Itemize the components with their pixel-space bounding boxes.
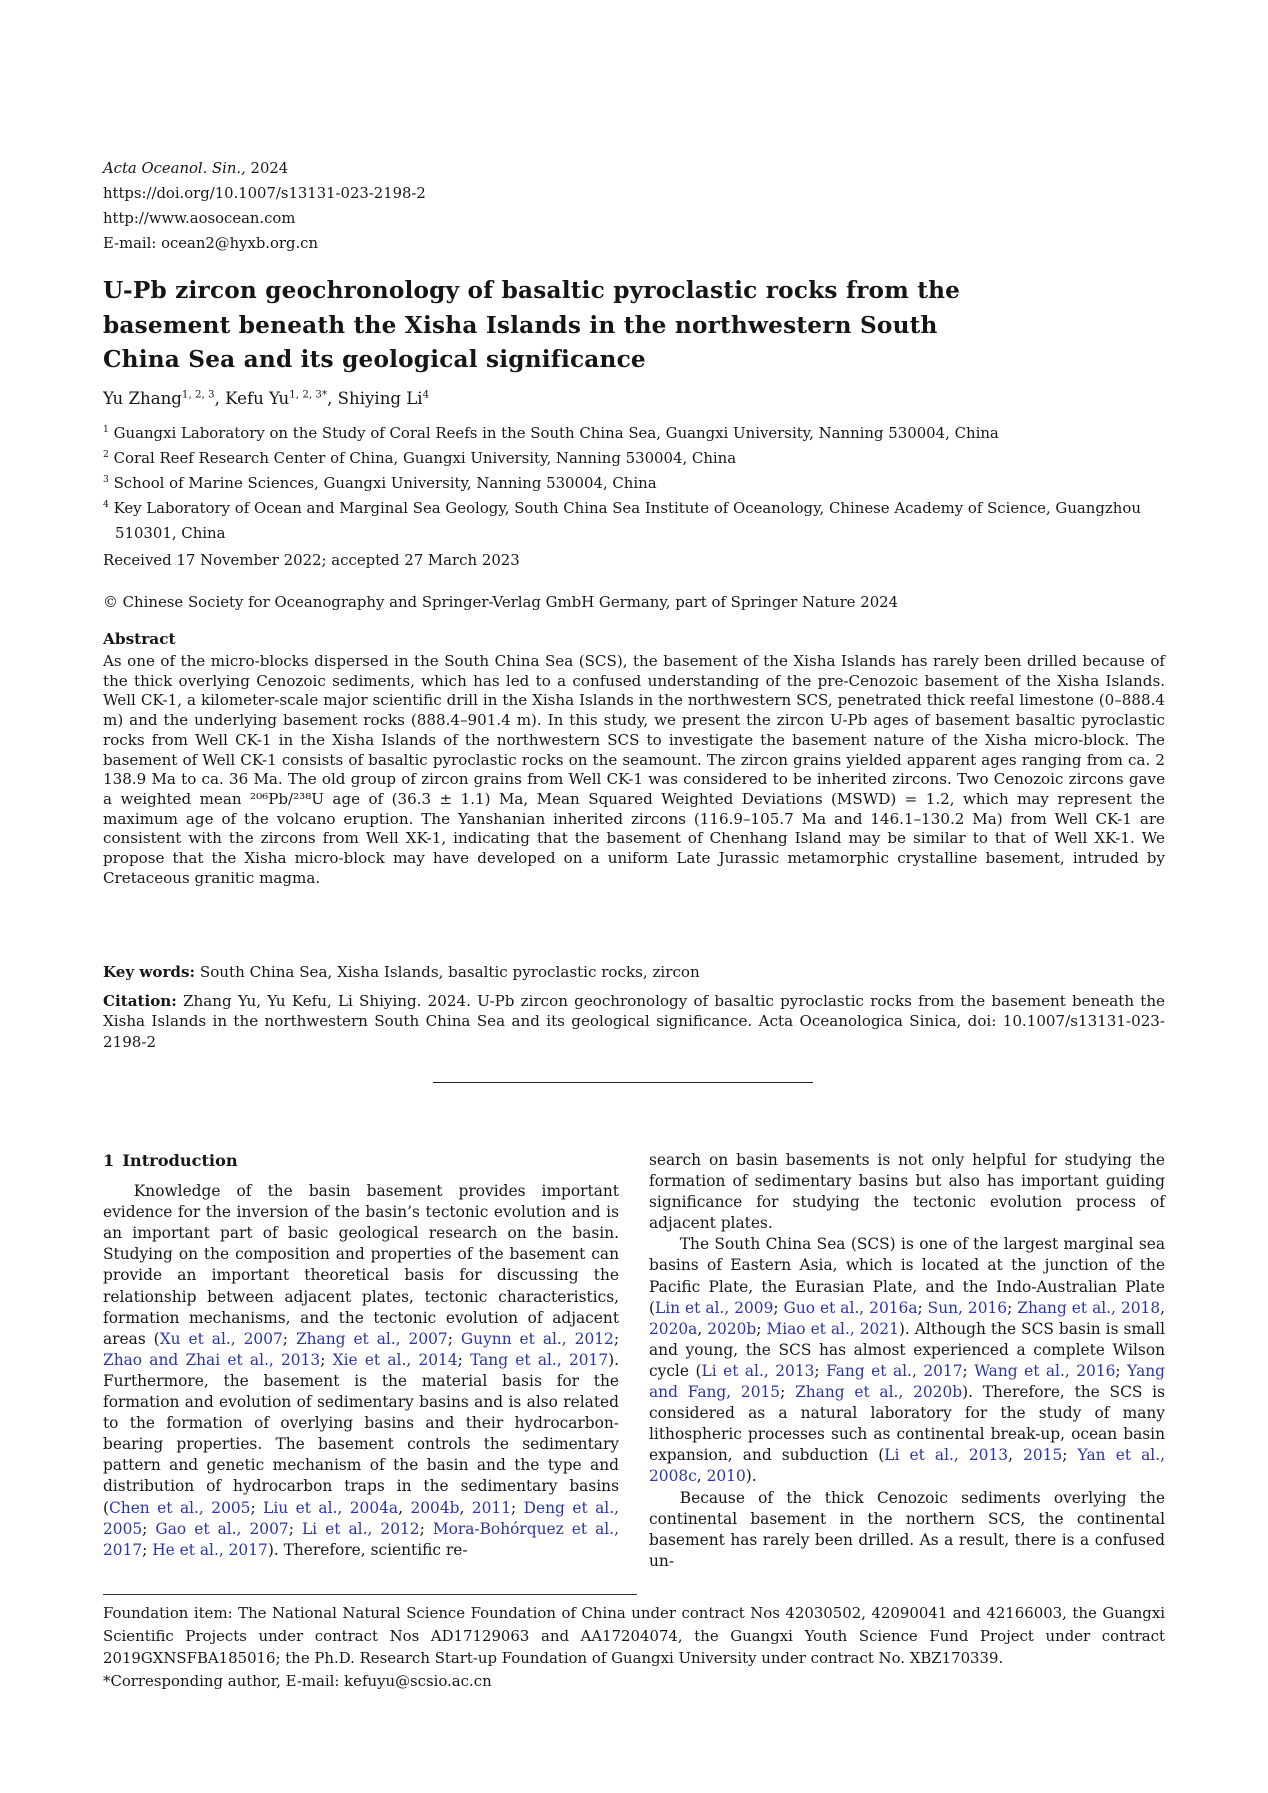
text-run: , [1008,1446,1024,1465]
citation-link[interactable]: Lin et al., 2009 [655,1298,774,1317]
author-3-name: Shiying Li [337,389,423,408]
footnote-rule [103,1594,637,1595]
text-run: ; [1115,1361,1128,1380]
text-run: , [1160,1298,1166,1317]
author-3 [338,389,430,408]
author-1 [103,389,225,408]
affiliation-list [103,421,1165,546]
text-run: ; [142,1519,156,1538]
text-run: ; [282,1329,296,1348]
text-run: , [696,1467,707,1486]
citation-link[interactable]: Guo et al., 2016a [783,1298,918,1317]
citation-link[interactable]: Xie et al., 2014 [332,1350,458,1369]
citation-link[interactable]: Yan et al., 2008c [649,1446,1165,1486]
citation-link[interactable]: Li et al., 2013 [884,1446,1009,1465]
citation-link[interactable]: Gao et al., 2007 [155,1519,289,1538]
text-run: ; [780,1383,796,1402]
article-title-line-2: basement beneath the Xisha Islands in the northwestern South [103,311,938,339]
author-separator: , [214,389,226,408]
abstract-text: As one of the micro-blocks dispersed in the South China Sea (SCS), the basement of the Xisha Islands has rarely been drilled because of the thick overlying Cenozoic sediments, which has led to a confused understanding of the pre-Cenozoic basement of the Xisha Islands. Well CK-1, a kilometer-scale major scientific drill in the Xisha Islands in the northwestern SCS, penetrated thick reefal limestone (0–888.4 m) and the underlying basement rocks (888.4–901.4 m). In this study, we present the zircon U-Pb ages of basement basaltic pyroclastic rocks from Well CK-1 in the Xisha Islands of the northwestern SCS to investigate the basement nature of the Xisha micro-block. The basement of Well CK-1 consists of basaltic pyroclastic rocks on the seamount. The zircon grains yielded apparent ages ranging from ca. 2 138.9 Ma to ca. 36 Ma. The old group of zircon grains from Well CK-1 was considered to be inherited zircons. Two Cenozoic zircons gave a weighted mean ²⁰⁶Pb/²³⁸U age of (36.3 ± 1.1) Ma, Mean Squared Weighted Deviations (MSWD) = 1.2, which may represent the maximum age of the volcano eruption. The Yanshanian inherited zircons (116.9–105.7 Ma and 146.1–130.2 Ma) from Well CK-1 are consistent with the zircons from Well XK-1, indicating that the basement of Chenhang Island may be similar to that of Well XK-1. We propose that the Xisha micro-block may have developed on a uniform Late Jurassic metamorphic crystalline basement, intruded by Cretaceous granitic magma. [103,652,1165,887]
body-column-left [103,1150,619,1561]
corresponding-author-line: *Corresponding author, E-mail: kefuyu@scsio.ac.cn [103,1671,492,1690]
text-run: , [697,1319,708,1338]
abstract-heading: Abstract [103,630,176,648]
affiliation-4-number: 4 [103,499,109,511]
author-1-name: Yu Zhang [103,389,182,408]
affiliation-3 [103,471,1165,496]
citation-link[interactable]: Zhao and Zhai et al., 2013 [103,1350,321,1369]
citation-link[interactable]: Yang and Fang, 2015 [649,1361,1166,1402]
author-1-affiliation-sup: 1, 2, 3 [181,388,215,401]
citation-link[interactable]: 2004b [410,1498,460,1517]
keywords-label: Key words: [103,963,196,981]
citation-link[interactable]: Miao et al., 2021 [766,1319,899,1338]
footnote-block [103,1602,1165,1692]
affiliation-1-number: 1 [103,424,109,436]
journal-url-link[interactable]: http://www.aosocean.com [103,210,296,227]
keywords-text: South China Sea, Xisha Islands, basaltic pyroclastic rocks, zircon [195,963,700,981]
intro-paragraph-3: Because of the thick Cenozoic sediments overlying the continental basement in the northern SCS, the continental basement has rarely been drilled. As a result, there is a confused un- [649,1488,1165,1570]
text-run: ). Therefore, the SCS is considered as a natural laboratory for the study of many lithospheric processes such as continental break-up, ocean basin expansion, and subduction ( [649,1383,1166,1465]
citation-link[interactable]: Li et al., 2012 [301,1519,420,1538]
citation-link[interactable]: Tang et al., 2017 [470,1350,609,1369]
affiliation-3-number: 3 [103,474,109,486]
abstract-section [103,630,1165,888]
author-2-affiliation-sup: 1, 2, 3* [289,388,328,401]
citation-link[interactable]: 2015 [1023,1446,1063,1465]
section-1-heading: 1 Introduction [103,1151,238,1170]
text-run: ; [917,1298,928,1317]
citation-link[interactable]: Xu et al., 2007 [159,1329,283,1348]
text-run: ; [773,1298,784,1317]
citation-link[interactable]: Chen et al., 2005 [109,1498,251,1517]
citation-link[interactable]: Zhang et al., 2018 [1017,1298,1161,1317]
author-list [103,389,1165,408]
text-run: Knowledge of the basin basement provides important evidence for the inversion of the basin’s tectonic evolution and is an important part of basic geological research on the basin. Studying on the composition and properties of the basement can provide an important theoretical basis for discussing the relationship between adjacent plates, tectonic characteristics, formation mechanisms, and the tectonic evolution of adjacent areas ( [103,1182,619,1348]
citation-label: Citation: [103,992,177,1010]
citation-link[interactable]: 2020b [707,1319,757,1338]
text-run: ; [511,1498,524,1517]
citation-link[interactable]: Zhang et al., 2020b [795,1383,963,1402]
copyright-line: © Chinese Society for Oceanography and Springer-Verlag GmbH Germany, part of Springer Nature 2024 [103,593,899,611]
citation-link[interactable]: 2010 [706,1467,746,1486]
affiliation-2 [103,446,1165,471]
text-run: ; [250,1498,264,1517]
journal-name-line [103,156,1165,181]
text-run: ; [1062,1446,1078,1465]
text-run: ). Therefore, scientific re- [267,1540,468,1559]
text-run: ). Furthermore, the basement is the material basis for the formation and evolution of sedimentary basins and is also related to the formation of overlying basins and their hydrocarbon-bearing properties. The basement controls the sedimentary pattern and genetic mechanism of the basin and the type and distribution of hydrocarbon traps in the sedimentary basins ( [103,1350,620,1517]
journal-name: Acta Oceanol. Sin., [103,160,246,177]
affiliation-1 [103,421,1165,446]
text-run: ; [756,1319,767,1338]
journal-email: E-mail: ocean2@hyxb.org.cn [103,235,318,252]
text-run: , [459,1498,472,1517]
text-run: , [398,1498,411,1517]
section-divider-rule [433,1082,813,1083]
journal-header [103,156,1165,256]
author-2-name: Kefu Yu [225,389,290,408]
affiliation-4-text: Key Laboratory of Ocean and Marginal Sea Geology, South China Sea Institute of Oceanology, Chinese Academy of Science, Guangzhou 510301, China [108,499,1141,542]
citation-link[interactable]: Zhang et al., 2007 [295,1329,448,1348]
text-run: ; [1007,1298,1018,1317]
citation-link[interactable]: Deng et al., 2005 [103,1498,619,1538]
text-run: ; [814,1361,827,1380]
text-run: ; [962,1361,975,1380]
keywords-line [103,963,1165,981]
citation-text: Zhang Yu, Yu Kefu, Li Shiying. 2024. U-Pb zircon geochronology of basaltic pyroclastic rocks from the basement beneath the Xisha Islands in the northwestern South China Sea and its geological significance. Acta Oceanologica Sinica, doi: 10.1007/s13131-023-2198-2 [103,992,1165,1051]
text-run: ; [142,1540,153,1559]
affiliation-2-number: 2 [103,449,109,461]
affiliation-1-text: Guangxi Laboratory on the Study of Coral Reefs in the South China Sea, Guangxi University, Nanning 530004, China [108,424,999,442]
author-3-affiliation-sup: 4 [422,388,430,401]
text-run: ; [447,1329,461,1348]
citation-link[interactable]: 2020a [649,1319,698,1338]
journal-year: 2024 [245,160,289,177]
text-run: ; [457,1350,471,1369]
article-title-line-3: China Sea and its geological significance [103,346,646,373]
article-title [103,274,1203,378]
doi-link[interactable]: https://doi.org/10.1007/s13131-023-2198-2 [103,185,426,202]
received-accepted-line: Received 17 November 2022; accepted 27 March 2023 [103,551,520,569]
citation-link[interactable]: Sun, 2016 [927,1298,1008,1317]
text-run: ; [320,1350,333,1369]
citation-link[interactable]: Guynn et al., 2012 [460,1329,614,1348]
text-run: ; [613,1329,620,1348]
text-run: The South China Sea (SCS) is one of the largest marginal sea basins of Eastern Asia, which is located at the junction of the Pacific Plate, the Eurasian Plate, and the Indo-Australian Plate ( [649,1235,1165,1317]
citation-link[interactable]: Mora-Bohórquez et al., 2017 [103,1519,620,1559]
body-column-right [649,1150,1165,1572]
text-run: ; [288,1519,302,1538]
author-separator: , [327,389,338,408]
intro-paragraph-2 [649,1234,1165,1487]
citation-link[interactable]: He et al., 2017 [152,1540,268,1559]
affiliation-4 [103,496,1165,546]
author-2 [225,389,337,408]
affiliation-3-text: School of Marine Sciences, Guangxi University, Nanning 530004, China [108,474,657,492]
article-title-line-1: U-Pb zircon geochronology of basaltic pyroclastic rocks from the [103,277,961,304]
foundation-item-text: Foundation item: The National Natural Science Foundation of China under contract Nos 42030502, 42090041 and 42166003, the Guangxi Scientific Projects under contract Nos AD17129063 and AA17204074, the Guangxi Youth Science Fund Project under contract 2019GXNSFBA185016; the Ph.D. Research Start-up Foundation of Guangxi University under contract No. XBZ170339. [103,1604,1165,1668]
citation-link[interactable]: Liu et al., 2004a [263,1498,399,1517]
citation-link[interactable]: Wang et al., 2016 [974,1361,1116,1380]
text-run: ). Although the SCS basin is small and young, the SCS has almost experienced a complete Wilson cycle ( [649,1319,1165,1380]
citation-block [103,991,1165,1052]
citation-link[interactable]: 2011 [471,1498,512,1517]
text-run: ; [419,1519,433,1538]
intro-paragraph-1-continued: search on basin basements is not only helpful for studying the formation of sedimentary basins but also has important guiding significance for studying the tectonic evolution process of adjacent plates. [649,1151,1165,1233]
affiliation-2-text: Coral Reef Research Center of China, Guangxi University, Nanning 530004, China [108,449,737,467]
text-run: ). [745,1467,757,1486]
citation-link[interactable]: Li et al., 2013 [701,1361,815,1380]
intro-paragraph-1 [103,1181,619,1561]
citation-link[interactable]: Fang et al., 2017 [826,1361,963,1380]
